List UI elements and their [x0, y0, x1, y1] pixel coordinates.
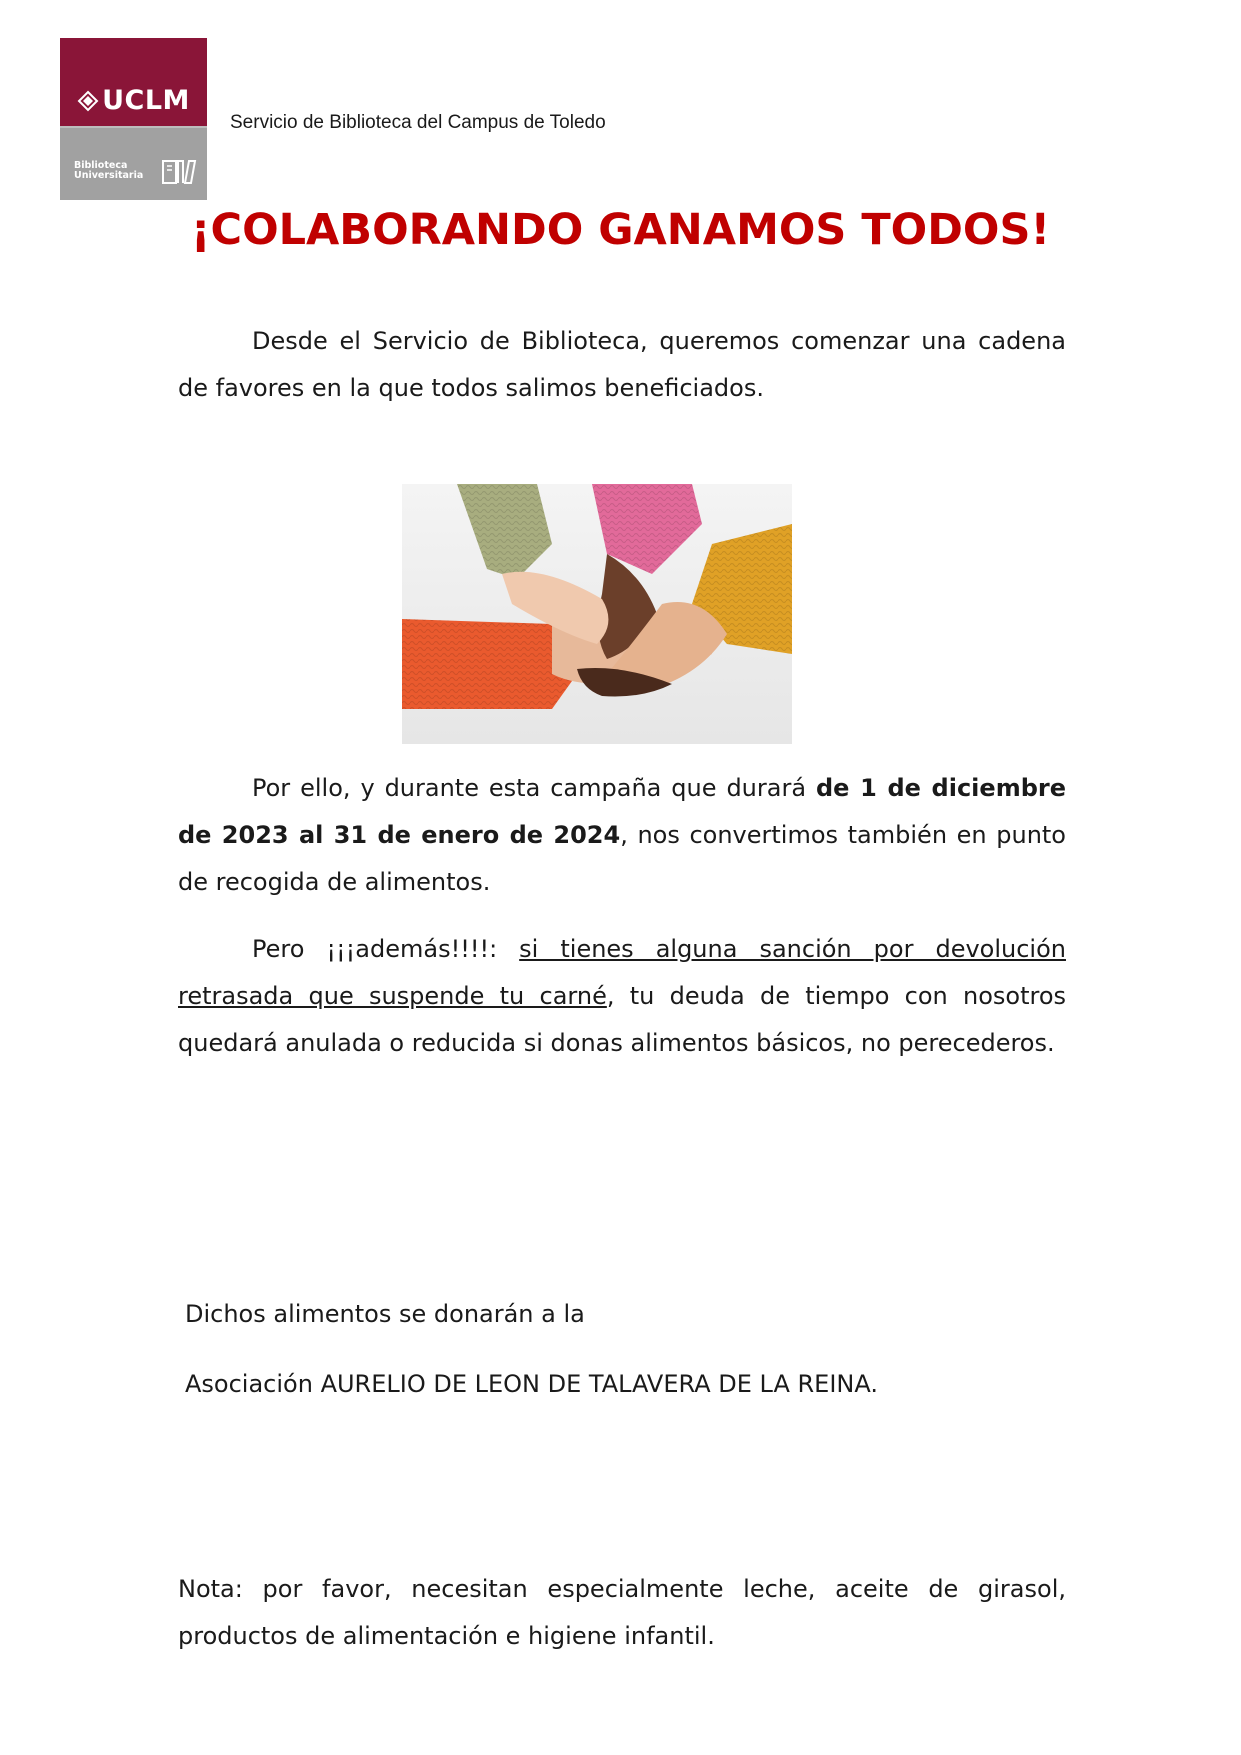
page-title: ¡COLABORANDO GANAMOS TODOS!: [190, 205, 1051, 255]
logo-sub-line2: Universitaria: [74, 170, 144, 181]
uclm-logo: [60, 38, 207, 200]
campaign-paragraph: [178, 765, 1066, 906]
campaign-text-start: Por ello, y durante esta campaña que durará: [252, 774, 816, 802]
logo-brand-text: UCLM: [102, 85, 190, 116]
sanction-text-end: , tu deuda de tiempo con nosotros quedará anulada o reducida si donas alimentos básicos, no perecederos.: [178, 982, 1067, 1057]
campaign-dates: de 1 de diciembre de 2023 al 31 de enero de 2024: [178, 774, 1066, 849]
stacked-hands-photo: [402, 484, 792, 744]
donation-line-1: Dichos alimentos se donarán a la: [185, 1300, 585, 1328]
intro-paragraph: Desde el Servicio de Biblioteca, queremos comenzar una cadena de favores en la que todos salimos beneficiados.: [178, 327, 1066, 402]
note-paragraph: Nota: por favor, necesitan especialmente leche, aceite de girasol, productos de alimentación e higiene infantil.: [178, 1575, 1066, 1650]
service-name: Servicio de Biblioteca del Campus de Toledo: [230, 112, 606, 133]
campaign-text-end: , nos convertimos también en punto de recogida de alimentos.: [178, 821, 1066, 896]
sanction-text-start: Pero ¡¡¡además!!!!:: [252, 935, 520, 963]
sanction-condition: si tienes alguna sanción por devolución retrasada que suspende tu carné: [178, 935, 1066, 1010]
donation-line-2: Asociación AURELIO DE LEON DE TALAVERA DE LA REINA.: [185, 1370, 878, 1398]
logo-sub-line1: Biblioteca: [74, 160, 128, 171]
book-icon: [161, 158, 197, 186]
uclm-emblem-icon: [77, 90, 99, 112]
sanction-paragraph: [178, 926, 1066, 1067]
logo-brand-block: [60, 38, 207, 126]
logo-sub-block: [60, 126, 207, 200]
